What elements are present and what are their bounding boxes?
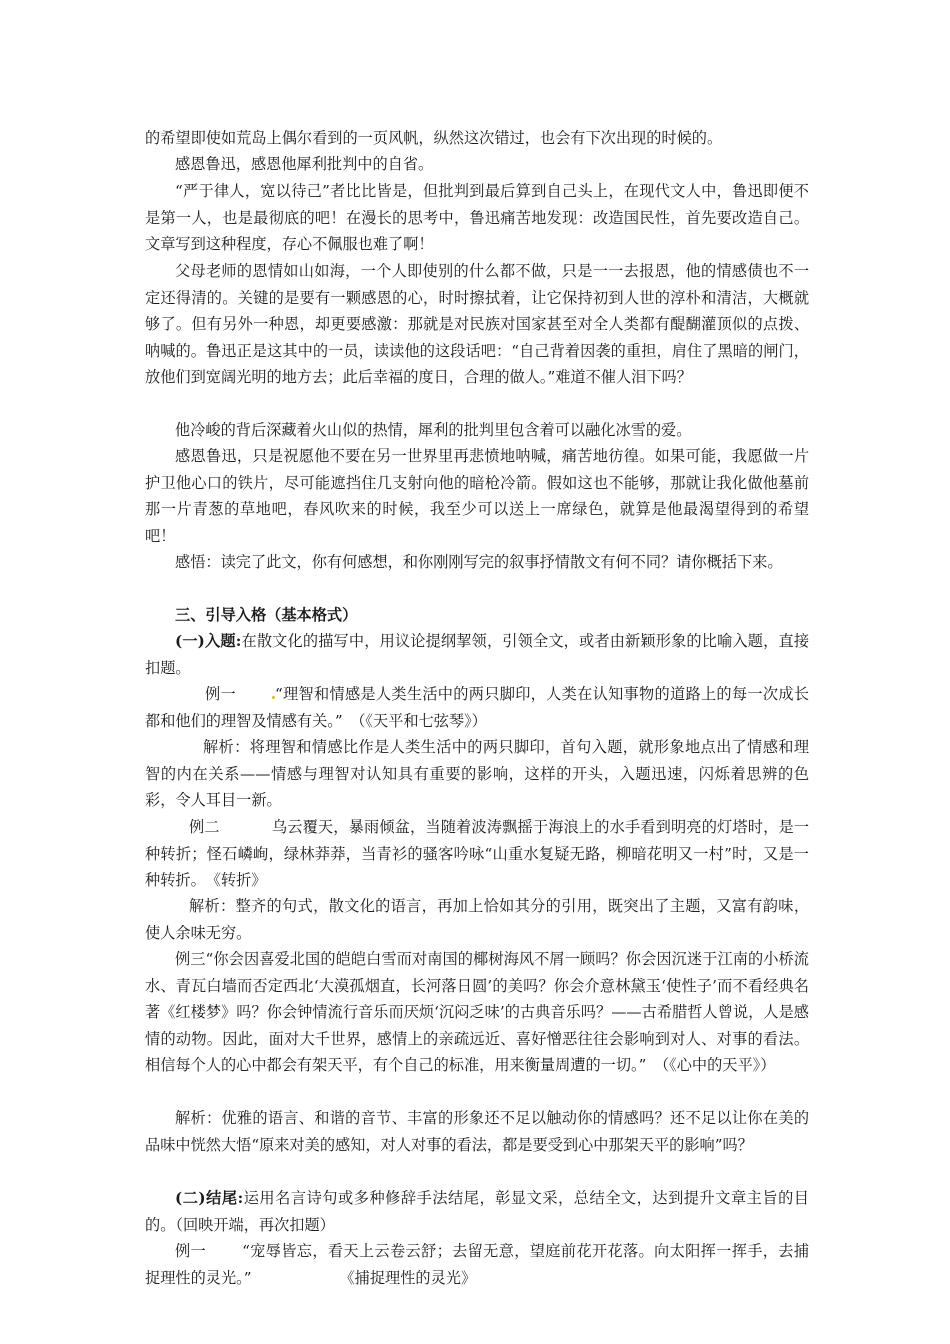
example-three: 例三“你会因喜爱北国的皑皑白雪而对南国的椰树海风不屑一顾吗？你会因沉迷于江南的小桥流水、青瓦白墙而否定西北‘大漠孤烟直，长河落日圆’的美吗？你会介意林黛玉‘使性子’而不看经典名著《红楼梦》吗？你会钟情流行音乐而厌烦‘沉闷乏味’的古典音乐吗？——古希腊哲人曾说，人是感情的动物。因此，面对大千世界，感情上的亲疏远近、喜好憎恶往往会影响到对人、对事的看法。相信每个人的心中都会有架天平，有个自己的标准，用来衡量周遭的一切。” （《心中的天平》）	[145, 950, 809, 1074]
subsection-ending-body: 运用名言诗句或多种修辞手法结尾，彰显文采，总结全文，达到提升文章主旨的目的。（回映开端，再次扣题）	[145, 1189, 809, 1234]
subsection-ending-heading: (二)结尾:	[175, 1189, 244, 1207]
example-two-text: 乌云覆天，暴雨倾盆，当随着波涛飘摇于海浪上的水手看到明亮的灯塔时，是一种转折；怪石嶙峋，绿林莽莽，当青衫的骚客吟咏“山重水复疑无路，柳暗花明又一村”时，又是一种转折。 《转折》	[145, 818, 810, 889]
example-two-label: 例二	[189, 818, 220, 836]
paragraph-wish: 感恩鲁迅，只是祝愿他不要在另一世界里再悲愤地呐喊，痛苦地彷徨。如果可能，我愿做一片护卫他心口的铁片，尽可能遮挡住几支射向他的暗枪冷箭。假如这也不能够，那就让我化做他墓前那一片青葱的草地吧，春风吹来的时候，我至少可以送上一席绿色，就算是他最渴望得到的希望吧！	[145, 447, 809, 545]
example-ending	[145, 1238, 809, 1291]
subsection-ending	[145, 1185, 809, 1238]
subsection-opening-body: 在散文化的描写中，用议论提纲挈领，引领全文，或者由新颖形象的比喻入题，直接扣题。	[145, 632, 810, 677]
paragraph-passion: 他冷峻的背后深藏着火山似的热情，犀利的批判里包含着可以融化冰雪的爱。	[175, 421, 692, 439]
example-two	[145, 814, 809, 894]
analysis-one: 解析：将理智和情感比作是人类生活中的两只脚印，首句入题，就形象地点出了情感和理智的内在关系——情感与理智对认知具有重要的影响，这样的开头，入题迅速，闪烁着思辨的色彩，令人耳目一新。	[145, 738, 809, 809]
analysis-three: 解析：优雅的语言、和谐的音节、丰富的形象还不足以触动你的情感吗？还不足以让你在美的品味中恍然大悟“原来对美的感知，对人对事的看法，都是要受到心中那架天平的影响”吗？	[145, 1109, 809, 1154]
paragraph-gratitude-self-reflection: 感恩鲁迅，感恩他犀利批判中的自省。	[175, 155, 434, 173]
example-ending-source: 《捕捉理性的灵光》	[339, 1268, 477, 1287]
example-one	[145, 681, 809, 734]
example-ending-label: 例一	[175, 1242, 207, 1260]
subsection-opening-heading: (一)入题:	[175, 632, 242, 650]
paragraph-strict-with-others: “严于律人，宽以待己”者比比皆是，但批判到最后算到自己头上，在现代文人中，鲁迅即便不是第一人，也是最彻底的吧！在漫长的思考中，鲁迅痛苦地发现：改造国民性，首先要改造自己。文章写到这种程度，存心不佩服也难了啊！	[145, 182, 809, 253]
paragraph-continuation: 的希望即使如荒岛上偶尔看到的一页风帆，纵然这次错过，也会有下次出现的时候的。	[145, 129, 723, 147]
paragraph-reflection-prompt: 感悟：读完了此文，你有何感想，和你刚刚写完的叙事抒情散文有何不同？请你概括下来。	[175, 553, 783, 571]
subsection-opening	[145, 628, 809, 681]
paragraph-parents-teachers: 父母老师的恩情如山如海，一个人即使别的什么都不做，只是一一去报恩，他的情感债也不一定还得清的。关键的是要有一颗感恩的心，时时擦拭着，让它保持初到人世的淳朴和清洁，大概就够了。但有另外一种恩，却更要感激：那就是对民族对国家甚至对全人类都有醍醐灌顶似的点拨、呐喊的。鲁迅正是这其中的一员，读读他的这段话吧：“自己背着因袭的重担，肩住了黑暗的闸门，放他们到宽阔光明的地方去；此后幸福的度日，合理的做人。”难道不催人泪下吗？	[145, 262, 809, 386]
analysis-two: 解析：整齐的句式，散文化的语言，再加上恰如其分的引用，既突出了主题，又富有韵味，使人余味无穷。	[145, 897, 809, 942]
section-heading-format: 三、引导入格（基本格式）	[175, 606, 358, 624]
example-one-label: 例一	[205, 685, 236, 703]
example-ending-text: “宠辱皆忘，看天上云卷云舒；去留无意，望庭前花开花落。向太阳挥一挥手，去捕捉理性的灵光。”	[145, 1242, 810, 1287]
example-one-text: “理智和情感是人类生活中的两只脚印，人类在认知事物的道路上的每一次成长都和他们的理智及情感有关。” （《天平和七弦琴》）	[145, 685, 810, 730]
